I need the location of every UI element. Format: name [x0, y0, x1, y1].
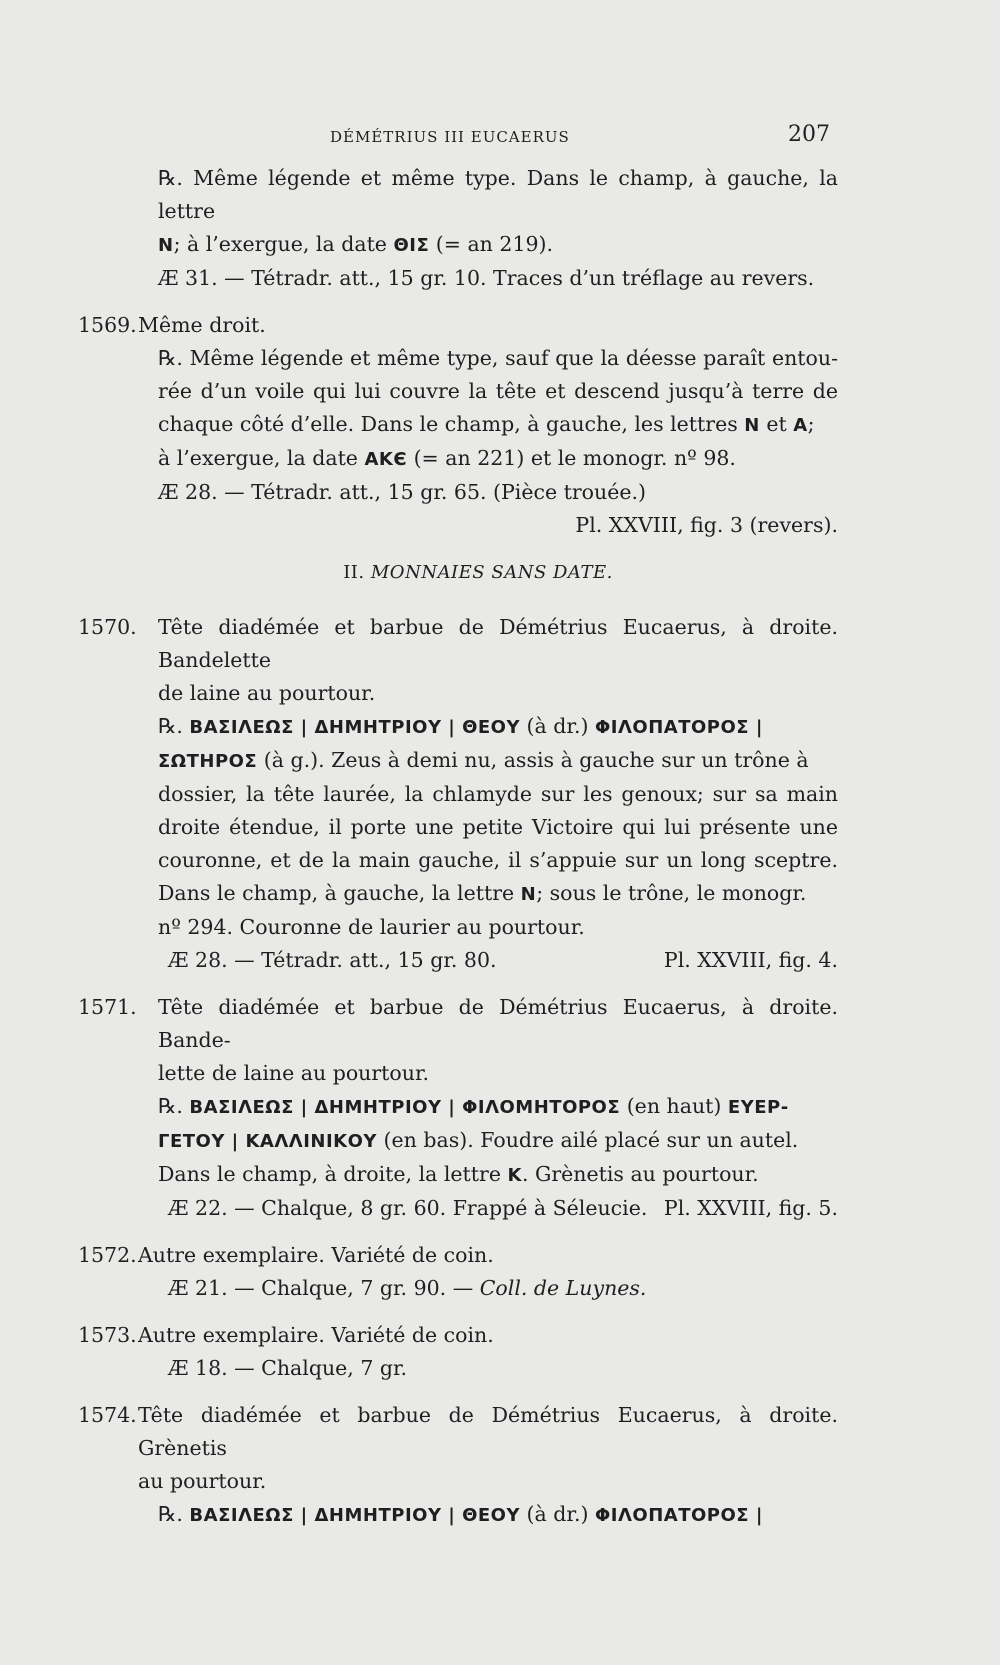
collection-reference: Coll. de Luynes. [479, 1276, 647, 1300]
entry-number: 1569. [78, 313, 137, 337]
entry-number: 1573. [78, 1323, 137, 1347]
entry-text: Autre exemplaire. Variété de coin. [138, 1323, 494, 1347]
entry-line: nº 294. Couronne de laurier au pourtour. [158, 915, 585, 939]
entry-text: ; sous le trône, le monogr. [536, 881, 807, 905]
entry-text: (en bas). Foudre ailé placé sur un autel. [376, 1128, 799, 1152]
field-letter: A [793, 415, 808, 436]
legend-greek: ΣΩΤΗΡΟΣ [158, 751, 258, 772]
entry-line: lette de laine au pourtour. [158, 1061, 430, 1085]
entry-line [78, 1090, 838, 1124]
entry-text: (= an 219). [429, 232, 554, 256]
page-body [78, 162, 838, 1546]
running-title: DÉMÉTRIUS III EUCAERUS [330, 128, 570, 146]
entry-line [78, 1192, 838, 1225]
entry-line [78, 944, 838, 977]
field-letter: N [520, 884, 537, 905]
catalog-entry-1570 [78, 611, 838, 977]
entry-text: Æ 21. — Chalque, 7 gr. 90. — [168, 1276, 480, 1300]
entry-text: et [759, 412, 794, 436]
entry-line [78, 611, 838, 677]
legend-greek: ΦΙΛΟΠΑΤΟΡΟΣ | [594, 717, 763, 738]
legend-greek: ΦΙΛΟΠΑΤΟΡΟΣ | [594, 1505, 763, 1526]
entry-line [78, 228, 838, 262]
entry-number: 1570. [78, 615, 137, 639]
entry-text: Autre exemplaire. Variété de coin. [138, 1243, 494, 1267]
legend-greek: ΒΑΣΙΛΕΩΣ | ΔΗΜΗΤΡΙΟΥ | ΦΙΛΟΜΗΤΟΡΟΣ [189, 1097, 621, 1118]
entry-line: couronne, et de la main gauche, il s’appuie sur un long sceptre. [158, 848, 838, 872]
entry-text: ; [807, 412, 815, 436]
catalog-entry-1572 [78, 1239, 838, 1305]
legend-greek: ΕΥΕΡ- [727, 1097, 789, 1118]
entry-text: Tête diadémée et barbue de Démétrius Eucaerus, à droite. Bande- [158, 995, 838, 1052]
entry-text: . Grènetis au pourtour. [521, 1162, 759, 1186]
entry-line [78, 309, 838, 342]
entry-line: Æ 18. — Chalque, 7 gr. [168, 1356, 408, 1380]
entry-text: Tête diadémée et barbue de Démétrius Eucaerus, à droite. Bandelette [158, 615, 838, 672]
plate-reference: Pl. XXVIII, fig. 5. [663, 1196, 838, 1220]
entry-line [78, 1239, 838, 1272]
entry-line [78, 1272, 838, 1305]
plate-reference: Pl. XXVIII, fig. 3 (revers). [575, 513, 838, 537]
entry-line [78, 1319, 838, 1352]
entry-line: ℞. Même légende et même type. Dans le champ, à gauche, la lettre [158, 166, 838, 223]
entry-line: Æ 31. — Tétradr. att., 15 gr. 10. Traces d’un tréflage au revers. [158, 266, 815, 290]
entry-line [78, 710, 838, 744]
entry-line: Æ 28. — Tétradr. att., 15 gr. 65. (Pièce trouée.) [158, 480, 646, 504]
entry-line [78, 991, 838, 1057]
entry-text: Dans le champ, à gauche, la lettre [158, 881, 521, 905]
entry-text: Même droit. [138, 313, 266, 337]
entry-text: (= an 221) et le monogr. nº 98. [407, 446, 736, 470]
catalog-entry-1573 [78, 1319, 838, 1385]
entry-text: ℞. [158, 1502, 190, 1526]
entry-line: ℞. Même légende et même type, sauf que la déesse paraît entou- [158, 346, 838, 370]
entry-text: chaque côté d’elle. Dans le champ, à gauche, les lettres [158, 412, 745, 436]
entry-line [78, 442, 838, 476]
entry-line [78, 1124, 838, 1158]
catalog-entry-1568-continued [78, 162, 838, 295]
entry-line [78, 408, 838, 442]
entry-line [78, 509, 838, 542]
entry-line: de laine au pourtour. [158, 681, 376, 705]
plate-reference: Pl. XXVIII, fig. 4. [663, 948, 838, 972]
page-number: 207 [788, 122, 830, 147]
entry-line: droite étendue, il porte une petite Victoire qui lui présente une [158, 815, 838, 839]
section-title: MONNAIES SANS DATE. [370, 562, 613, 583]
entry-line [78, 1498, 838, 1532]
section-heading [78, 556, 838, 589]
date-greek: ΘΙΣ [393, 235, 430, 256]
entry-number: 1571. [78, 995, 137, 1019]
field-letter: N [158, 235, 174, 256]
entry-text: Dans le champ, à droite, la lettre [158, 1162, 508, 1186]
entry-text: (à dr.) [520, 714, 595, 738]
entry-text: ℞. [158, 714, 190, 738]
entry-line [78, 744, 838, 778]
catalog-entry-1571 [78, 991, 838, 1225]
catalog-entry-1569 [78, 309, 838, 542]
entry-line: rée d’un voile qui lui couvre la tête et descend jusqu’à terre de [158, 379, 838, 403]
entry-text: à l’exergue, la date [158, 446, 365, 470]
field-letter: N [744, 415, 760, 436]
entry-number: 1572. [78, 1243, 137, 1267]
entry-line: dossier, la tête laurée, la chlamyde sur les genoux; sur sa main [158, 782, 838, 806]
entry-text: (à g.). Zeus à demi nu, assis à gauche sur un trône à [257, 748, 809, 772]
entry-line [78, 1399, 838, 1465]
legend-greek: ΒΑΣΙΛΕΩΣ | ΔΗΜΗΤΡΙΟΥ | ΘΕΟΥ [189, 717, 521, 738]
entry-text: (en haut) [620, 1094, 728, 1118]
entry-text: Æ 22. — Chalque, 8 gr. 60. Frappé à Séleucie. [168, 1196, 648, 1220]
legend-greek: ΒΑΣΙΛΕΩΣ | ΔΗΜΗΤΡΙΟΥ | ΘΕΟΥ [189, 1505, 521, 1526]
legend-greek: ΓΕΤΟΥ | ΚΑΛΛΙΝΙΚΟΥ [158, 1131, 377, 1152]
entry-number: 1574. [78, 1403, 137, 1427]
entry-text: Tête diadémée et barbue de Démétrius Eucaerus, à droite. Grènetis [138, 1403, 838, 1460]
catalog-entry-1574 [78, 1399, 838, 1532]
entry-text: Æ 28. — Tétradr. att., 15 gr. 80. [168, 948, 497, 972]
entry-text: ℞. [158, 1094, 190, 1118]
section-number: II. [343, 562, 365, 583]
entry-line [78, 877, 838, 911]
date-greek: AKЄ [364, 449, 408, 470]
entry-line [78, 1158, 838, 1192]
entry-line: au pourtour. [138, 1469, 267, 1493]
entry-text: (à dr.) [520, 1502, 595, 1526]
entry-text: ; à l’exergue, la date [173, 232, 394, 256]
field-letter: K [507, 1165, 522, 1186]
